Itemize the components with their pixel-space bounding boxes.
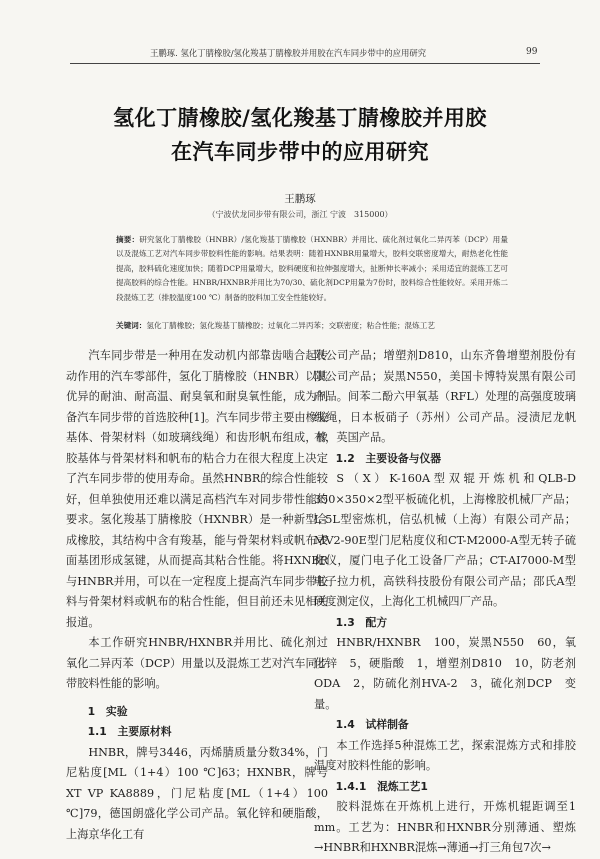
intro-paragraph-1: 汽车同步带是一种用在发动机内部靠齿啮合起传动作用的汽车零部件，氢化丁腈橡胶（HNBR）以其优异的耐油、耐高温、耐臭氧和耐臭氧性能，成为制备汽车同步带的首选胶种[1]。汽车同步带主要由橡胶基体、骨架材料（如玻璃线绳）和齿形帆布组成，橡胶基体与骨架材料和帆布的粘合力在很大程度上决定了汽车同步带的使用寿命。虽然HNBR的综合性能较好，但单独使用还难以满足高档汽车对同步带性能的要求。氢化羧基丁腈橡胶（HXNBR）是一种新型合成橡胶，其结构中含有羧基，能与骨架材料或帆布表面基团形成氢键，从而提高其粘合性能。将HXNBR与HNBR并用，可以在一定程度上提高汽车同步带胶料与骨架材料或帆布的粘合性能，但目前还未见相关报道。 [66, 349, 328, 629]
keywords-label: 关键词： [116, 321, 147, 330]
formula-paragraph: HNBR/HXNBR 100，炭黑N550 60，氧化锌 5，硬脂酸 1，增塑剂D810 10，防老剂ODA 2，防硫化剂HVA-2 3，硫化剂DCP 变量。 [314, 636, 576, 711]
materials-continued-paragraph: 限公司产品；增塑剂D810，山东齐鲁增塑剂股份有限公司产品；炭黑N550，美国卡博特炭黑有限公司产品。间苯二酚六甲氧基（RFL）处理的高强度玻璃线绳，日本板硝子（苏州）公司产品。浸渍尼龙帆布，英国产品。 [314, 349, 576, 444]
intro-paragraph-2: 本工作研究HNBR/HXNBR并用比、硫化剂过氧化二异丙苯（DCP）用量以及混炼工艺对汽车同步带胶料性能的影响。 [66, 636, 328, 690]
author-name: 王鹏琢 [284, 193, 316, 205]
subsection-heading-sample-prep: 1.4 试样制备 [335, 718, 409, 731]
equipment-paragraph: S（X）K-160A型双辊开炼机和QLB-D 350×350×2型平板硫化机，上海橡胶机械厂产品；L-5L型密炼机，信弘机械（上海）有限公司产品；MV2-90E型门尼粘度仪和CT-M2000-A型无转子硫化仪，厦门电子化工设备厂产品；CT-AI7000-M型电子拉力机，高铁科技股份有限公司产品；邵氏A型硬度测定仪，上海化工机械四厂产品。 [314, 472, 576, 608]
keywords [116, 320, 508, 332]
materials-paragraph: HNBR，牌号3446，丙烯腈质量分数34%，门尼粘度[ML（1+4）100 ℃]63；HXNBR，牌号XT VP KA8889，门尼粘度[ML（1+4）100 ℃]79，德国朗盛化学公司产品。氧化锌和硬脂酸，上海京华化工有 [66, 745, 328, 841]
right-column [314, 346, 576, 859]
left-column [66, 346, 328, 845]
running-head: 王鹏琢. 氢化丁腈橡胶/氢化羧基丁腈橡胶并用胶在汽车同步带中的应用研究 [150, 48, 427, 58]
abstract-label: 摘要： [116, 235, 140, 244]
process1-paragraph: 胶料混炼在开炼机上进行，开炼机辊距调至1 mm。工艺为：HNBR和HXNBR分别薄通、塑炼→HNBR和HXNBR混炼→薄通→打三角包7次→ [314, 800, 576, 854]
abstract [116, 233, 508, 305]
abstract-text: 研究氢化丁腈橡胶（HNBR）/氢化羧基丁腈橡胶（HXNBR）并用比、硫化剂过氧化二异丙苯（DCP）用量以及混炼工艺对汽车同步带胶料性能的影响。结果表明：随着HXNBR用量增大，胶料交联密度增大，耐热老化性能提高，胶料硫化速度加快；随着DCP用量增大，胶料硬度和拉伸强度增大，扯断伸长率减小；采用适宜的混炼工艺可提高胶料的综合性能。HNBR/HXNBR并用比为70/30、硫化剂DCP用量为7份时，胶料综合性能较好。采用开炼二段混炼工艺（排胶温度100 ℃）制备的胶料加工安全性能较好。 [116, 235, 508, 302]
author-affiliation: （宁波伏龙同步带有限公司，浙江 宁波 315000） [207, 210, 393, 219]
subsection-heading-materials: 1.1 主要原材料 [87, 725, 172, 738]
section-heading-experiment: 1 实验 [87, 704, 128, 718]
subsection-heading-equipment: 1.2 主要设备与仪器 [335, 451, 442, 465]
sample-prep-paragraph: 本工作选择5种混炼工艺，探索混炼方式和排胶温度对胶料性能的影响。 [314, 738, 576, 772]
paper-title-line1: 氢化丁腈橡胶/氢化羧基丁腈橡胶并用胶 [113, 106, 487, 130]
keywords-text: 氢化丁腈橡胶；氢化羧基丁腈橡胶；过氧化二异丙苯；交联密度；粘合性能；混炼工艺 [146, 321, 435, 330]
paper-title-line2: 在汽车同步带中的应用研究 [171, 140, 429, 164]
page-number: 99 [526, 47, 538, 57]
subsubsection-heading-process1: 1.4.1 混炼工艺1 [335, 779, 428, 793]
header-rule [70, 63, 540, 64]
subsection-heading-formula: 1.3 配方 [335, 615, 388, 629]
